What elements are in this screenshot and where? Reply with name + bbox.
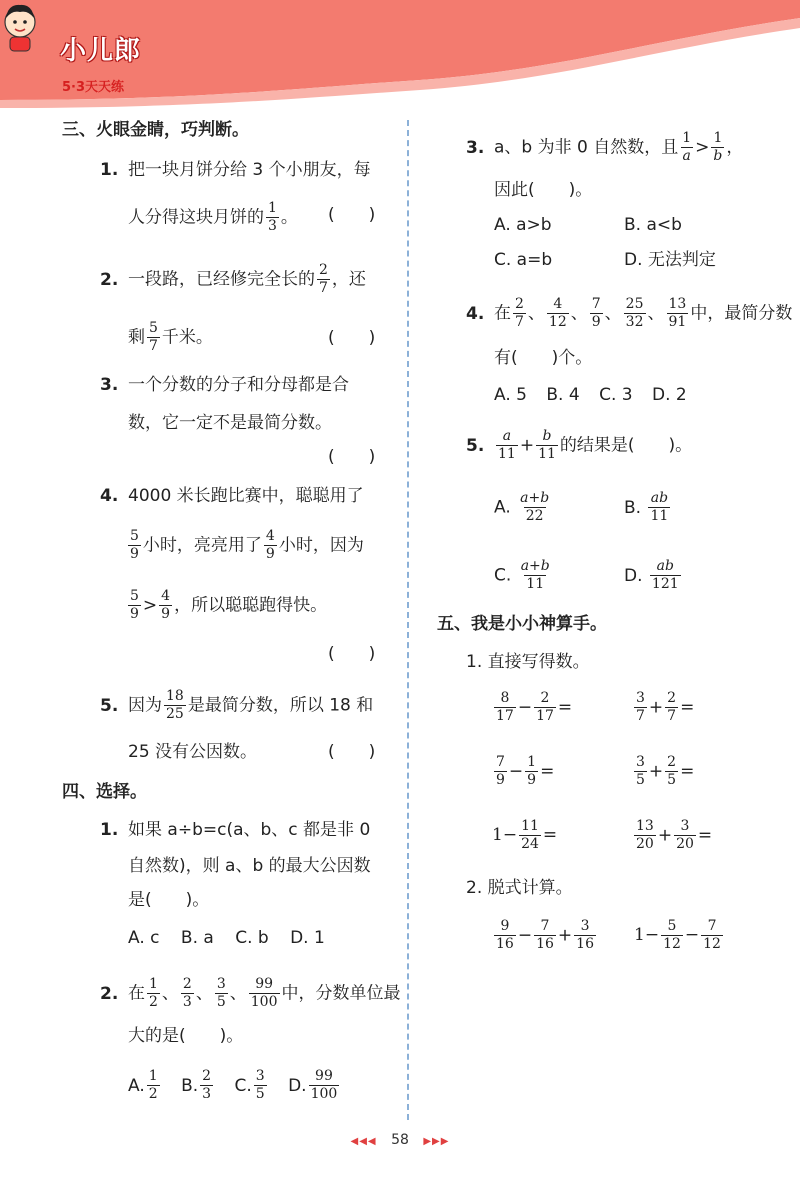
numerator: 18 [166,688,184,704]
denominator: 7 [636,708,645,724]
expr-3[interactable] [492,754,554,789]
s4-q3-line1 [466,130,743,165]
numerator: 25 [625,296,644,312]
s4-q2-text1: 中，分数单位最 [281,983,401,1004]
fraction [634,690,647,725]
equals-sign: = [540,761,555,782]
numerator: b [542,428,552,444]
s3-q1-line2 [128,200,298,235]
denominator: 9 [161,606,171,622]
s3-q3-line1 [100,375,349,395]
denominator: 12 [548,314,567,330]
s4-q4-pre: 在 [494,303,511,324]
s3-q2-num: 2. [100,269,119,290]
fraction [634,754,647,789]
numerator: 1 [682,130,692,146]
option-letter: D. [624,565,643,586]
equals-sign: = [557,697,573,718]
numerator: 5 [130,528,139,544]
fraction [674,818,696,853]
option-d[interactable]: D. 无法判定 [624,250,716,270]
fraction [574,918,596,953]
denominator: 2 [148,1086,158,1102]
fraction [534,690,556,725]
numerator: a [502,428,512,444]
s4-q2-pre: 在 [128,983,145,1004]
option-b[interactable] [624,490,672,524]
section3-title: 三、火眼金睛，巧判断。 [62,120,249,140]
fraction [590,296,603,331]
fraction [665,690,678,725]
fraction [624,296,646,331]
expr-4[interactable] [632,754,694,789]
fraction [200,1068,213,1103]
fraction [147,976,160,1011]
s3-q3-num: 3. [100,375,119,395]
denominator: 11 [650,508,669,524]
numerator: 3 [680,818,690,834]
denominator: 121 [651,576,679,592]
numerator: a+b [520,558,550,574]
fraction [661,918,683,953]
mascot-icon [0,0,40,54]
numerator: 1 [527,754,537,770]
brand-logo: 小儿郎 [60,36,142,66]
fraction [494,918,516,953]
numerator: ab [650,490,669,506]
denominator: 17 [496,708,514,724]
section5-title: 五、我是小小神算手。 [437,614,607,634]
s4-q2-line2: 大的是( )。 [128,1026,244,1046]
s3-q4-line3 [126,588,327,623]
gt-sign: > [142,595,158,616]
numerator: 11 [521,818,539,834]
numerator: 3 [255,1068,265,1084]
fraction [650,558,681,593]
s3-q1-text3: 。 [280,207,298,228]
fraction [547,296,569,331]
s4-q3-text2: ， [726,137,744,158]
numerator: 7 [707,918,717,934]
denominator: 7 [149,338,158,354]
s3-q4-text1: 4000 米长跑比赛中，聪聪用了 [128,486,364,506]
fraction [317,262,330,297]
fraction [249,976,280,1011]
numerator: 3 [636,754,645,770]
numerator: 7 [496,754,505,770]
s4-q1-line3: 是( )。 [128,890,210,910]
numerator: 5 [667,918,677,934]
s3-q1-num: 1. [100,160,119,180]
option-c[interactable]: C. a=b [494,250,553,270]
expr-6[interactable] [632,818,712,853]
numerator: 3 [580,918,590,934]
denominator: 3 [182,994,192,1010]
fraction [494,754,507,789]
s4-q1-text1: 如果 a÷b=c(a、b、c 都是非 0 [128,820,371,840]
fraction [266,200,279,235]
s4-q5-options-row1 [494,490,672,525]
fraction [665,754,678,789]
s3-q1-text2: 人分得这块月饼的 [128,207,264,228]
option-c[interactable]: C. 3 [599,385,633,405]
option-letter: C. [234,1075,252,1096]
operator: − [508,761,524,782]
option-a[interactable]: A. a>b [494,215,552,235]
numerator: 5 [130,588,139,604]
denominator: 2 [149,994,158,1010]
option-d[interactable]: D. 2 [651,385,687,405]
option-letter: A. [494,497,511,518]
s3-q3-answer-paren[interactable]: ( ) [328,447,376,467]
s3-q5-text2: 是最简分数，所以 18 和 [187,695,374,716]
denominator: 100 [310,1086,338,1102]
brand-subtitle: 5·3天天练 [62,80,125,95]
equals-sign: = [680,761,695,782]
s4-q4-options [494,385,687,405]
s4-q5-line1 [466,428,692,463]
numerator: 2 [182,976,192,992]
option-a[interactable] [128,1068,162,1102]
calc-2[interactable] [634,918,725,953]
fraction [264,528,277,563]
denominator: 9 [591,314,601,330]
fraction [525,754,538,789]
s3-q4-line1 [100,486,364,506]
fraction [667,296,689,331]
s3-q2-text2: ，还 [331,269,366,290]
numerator: 3 [216,976,226,992]
s3-q4-text2: 小时，亮亮用了 [142,535,262,556]
fraction [496,428,518,463]
option-d[interactable] [288,1068,341,1102]
s4-q3-line2: 因此( )。 [494,180,593,200]
denominator: 100 [250,994,278,1010]
s3-q4-text4: ，所以聪聪跑得快。 [174,595,328,616]
s3-q5-line2: 25 没有公因数。 [128,742,258,762]
denominator: 7 [515,314,524,330]
gt-sign: > [695,137,710,158]
page-header [0,0,800,110]
s5-sub2: 2. 脱式计算。 [466,878,573,898]
s3-q2-text3: 剩 [128,327,145,348]
option-d[interactable] [624,558,683,592]
numerator: 2 [202,1068,212,1084]
s3-q2-answer-paren[interactable]: ( ) [328,328,376,348]
numerator: 2 [515,296,524,312]
s4-q3-options-row2 [494,250,716,270]
denominator: 12 [703,936,721,952]
s4-q3-num: 3. [466,137,485,158]
section4-title: 四、选择。 [62,782,147,802]
s4-q5-options-row2 [494,558,683,593]
denominator: 20 [676,836,694,852]
numerator: 4 [161,588,171,604]
s4-q3-options-row1 [494,215,682,235]
fraction [159,588,172,623]
option-a[interactable]: A. 5 [494,385,527,405]
s4-q5-text1: 的结果是( )。 [559,435,693,456]
numerator: 1 [148,1068,158,1084]
s4-q3-text1: a、b 为非 0 自然数，且 [494,137,679,158]
numerator: 4 [265,528,275,544]
denominator: 16 [536,936,554,952]
fraction [164,688,186,723]
denominator: 91 [668,314,687,330]
fraction [181,976,194,1011]
numerator: 2 [319,262,328,278]
denominator: 11 [538,446,556,462]
s3-q2-text4: 千米。 [161,327,213,348]
option-a[interactable]: A. c [128,928,160,948]
s4-q1-line2: 自然数)，则 a、b 的最大公因数 [128,856,371,876]
fraction [680,130,693,165]
denominator: 5 [216,994,226,1010]
s4-q4-line1: 4. 在 $\frac{2}{7}$ 、 $\frac{4}{12}$ 、 $\frac{7}{9}$ 、 $\frac{25}{32}$ 、 $\frac{13}{91}$ 中，最简分数 [466,296,793,330]
s4-q1-line1 [100,820,370,840]
numerator: 2 [667,690,677,706]
denominator: 5 [667,772,677,788]
s4-q1-num: 1. [100,820,119,840]
denominator: a [682,148,691,164]
numerator: 8 [500,690,510,706]
s4-q5-num: 5. [466,435,485,456]
denominator: 7 [667,708,677,724]
numerator: 2 [667,754,677,770]
s3-q5-num: 5. [100,695,119,716]
denominator: 9 [496,772,505,788]
denominator: 17 [536,708,554,724]
s3-q3-line2: 数，它一定不是最简分数。 [128,413,332,433]
denominator: 5 [255,1086,265,1102]
denominator: 22 [525,508,544,524]
s3-q4-num: 4. [100,486,119,506]
option-letter: C. [494,565,512,586]
right-arrows-icon: ▶▶▶ [423,1136,450,1147]
option-letter: D. [288,1075,307,1096]
numerator: 1 [268,200,277,216]
expr-5[interactable] [492,818,557,853]
operator: + [657,825,673,846]
numerator: 99 [315,1068,333,1084]
fraction [147,1068,160,1103]
s3-q4-answer-paren[interactable]: ( ) [328,644,376,664]
expr-1[interactable] [492,690,572,725]
fraction [519,818,541,853]
denominator: 11 [526,576,545,592]
option-b[interactable]: B. 4 [546,385,580,405]
denominator: 3 [202,1086,212,1102]
denominator: 5 [636,772,645,788]
denominator: 9 [527,772,537,788]
page-number: 58 [391,1132,409,1148]
numerator: 1 [713,130,723,146]
fraction [711,130,724,165]
option-letter: B. [181,1075,199,1096]
calc-1[interactable] [492,918,598,953]
s4-q2-line1: 2. 在 $\frac{1}{2}$ 、 $\frac{2}{3}$ 、 $\frac{3}{5}$ 、 $\frac{99}{100}$ 中，分数单位最 [100,976,401,1010]
denominator: 20 [636,836,654,852]
denominator: 9 [130,546,139,562]
s3-q4-text3: 小时，因为 [278,535,364,556]
s3-q1-text1: 把一块月饼分给 3 个小朋友，每 [128,160,371,180]
fraction [215,976,228,1011]
numerator: 3 [636,690,645,706]
column-divider [407,120,409,1120]
numerator: 13 [668,296,687,312]
denominator: 9 [130,606,139,622]
option-d[interactable]: D. 1 [290,928,325,948]
denominator: 12 [663,936,681,952]
numerator: a+b [520,490,550,506]
option-letter: A. [128,1075,145,1096]
s3-q1-answer-paren[interactable]: ( ) [328,205,376,225]
fraction [494,690,516,725]
s3-q3-text1: 一个分数的分子和分母都是合 [128,375,349,395]
s3-q4-line2 [126,528,364,563]
numerator: 2 [540,690,550,706]
s3-q2-line1 [100,262,366,297]
numerator: 7 [591,296,601,312]
left-arrows-icon: ◀◀◀ [350,1136,377,1147]
s4-q2-num: 2. [100,983,119,1004]
denominator: 16 [496,936,514,952]
option-b[interactable]: B. a<b [624,215,682,235]
fraction [309,1068,340,1103]
s3-q2-text1: 一段路，已经修完全长的 [128,269,315,290]
lead-term: 1− [634,925,660,945]
equals-sign: = [697,825,713,846]
denominator: 11 [498,446,516,462]
fraction [519,558,552,593]
fraction [634,818,656,853]
numerator: 1 [149,976,158,992]
s4-q1-options [128,928,325,948]
option-c[interactable] [234,1068,268,1102]
fraction [147,320,160,355]
operator: + [557,925,573,946]
numerator: 9 [500,918,510,934]
option-a[interactable] [494,490,624,525]
option-letter: B. [624,497,642,518]
denominator: 16 [576,936,594,952]
plus-sign: + [519,435,535,456]
s3-q5-line1 [100,688,373,723]
fraction [648,490,670,525]
s4-q2-options [128,1068,341,1103]
denominator: 7 [319,280,328,296]
option-c[interactable]: C. b [235,928,269,948]
numerator: 5 [149,320,158,336]
denominator: 3 [268,218,277,234]
operator: − [684,925,700,945]
denominator: 24 [521,836,539,852]
s4-q4-line2: 有( )个。 [494,348,593,368]
fraction [128,588,141,623]
denominator: b [713,148,723,164]
fraction [534,918,556,953]
fraction [518,490,551,525]
s3-q2-line2 [128,320,213,355]
s5-sub1: 1. 直接写得数。 [466,652,590,672]
fraction [128,528,141,563]
equals-sign: = [542,825,558,845]
denominator: 25 [166,706,184,722]
option-c[interactable] [494,558,624,593]
operator: + [648,697,664,718]
denominator: 9 [265,546,275,562]
page-footer [0,1132,800,1148]
operator: + [648,761,664,782]
operator: − [517,925,533,946]
operator: − [517,697,533,718]
numerator: 13 [636,818,654,834]
option-b[interactable] [181,1068,215,1102]
s3-q1-line1 [100,160,371,180]
fraction [254,1068,267,1103]
numerator: 99 [255,976,274,992]
s4-q4-text1: 中，最简分数 [690,303,793,324]
numerator: 4 [553,296,563,312]
s3-q5-answer-paren[interactable]: ( ) [328,742,376,762]
denominator: 32 [625,314,644,330]
fraction [701,918,723,953]
numerator: ab [656,558,674,574]
lead-term: 1− [492,825,518,845]
expr-2[interactable] [632,690,694,725]
fraction [536,428,558,463]
s4-q4-num: 4. [466,303,485,324]
fraction [513,296,526,331]
option-b[interactable]: B. a [180,928,214,948]
numerator: 7 [540,918,550,934]
equals-sign: = [680,697,695,718]
s3-q5-text1: 因为 [128,695,162,716]
